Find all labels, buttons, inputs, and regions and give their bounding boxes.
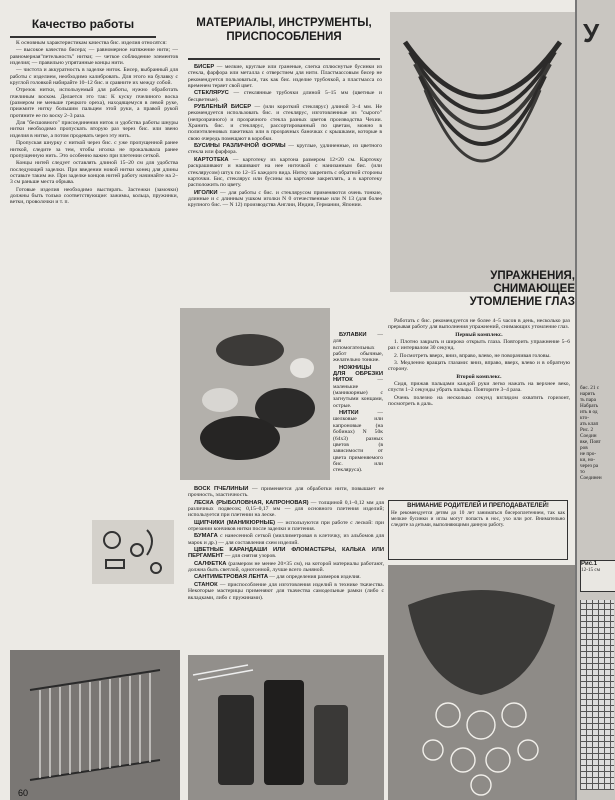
strip-fragment: ки, но- — [580, 457, 595, 463]
entry-text: — стеклянные трубочки длиной 5–15 мм (цветные и бесцветные). — [188, 90, 382, 103]
loom-illustration — [10, 650, 180, 800]
entry-term: СТАНОК — [194, 581, 218, 588]
quality-title: Качество работы — [31, 17, 135, 31]
strip-fragment: кто- — [580, 415, 589, 421]
strip-fragment: то — [580, 469, 585, 475]
left-paragraph: Отрезок нитки, используемый для работы, нужно обработать пчелиным воском. Делается это так: К куску пчелиного воска (размером не меньше грецкого ореха), находящемуся в левой руке, прижмите нитку большим пальцем этой руки, а правой рукой протяните ее по воску 2–3 раза. — [10, 87, 178, 119]
necklace-illustration — [390, 12, 575, 292]
right-column — [388, 318, 570, 498]
left-paragraph: К основным характеристикам качества бис. изделия относятся: — [16, 40, 167, 46]
notice-text: Не рекомендуется детям до 10 лет заниматься бисероплетением, так как мелкие бусинки и иглы могут попасть в нос, ухо или рот. Внимательно следите за детьми, выполняющими данную работу. — [391, 510, 565, 528]
entry-text: с нанесенной сеткой (миллиметровая в клеточку, из альбомов для марок и др.) — для составления схем изделий. — [188, 533, 384, 546]
entry — [188, 143, 382, 156]
entry-text: — круглые, удлиненные, из цветного стекла или фарфора. — [188, 143, 382, 156]
strip-fragment: через ра — [580, 463, 599, 469]
right-paragraph: 3. Медленно вращать глазами: вниз, вправо, вверх, влево и в обратную сторону. — [388, 360, 570, 373]
entry — [333, 410, 383, 473]
entry — [188, 486, 384, 499]
spools-photo — [188, 655, 384, 800]
entry-term: БУЛАВКИ — [339, 332, 367, 338]
strip-fragment: вке, Повт — [580, 439, 601, 445]
entry — [333, 365, 383, 409]
strip-fragment: бис. 21 с — [580, 385, 600, 391]
materials-title: МАТЕРИАЛЫ, ИНСТРУМЕНТЫ, ПРИСПОСОБЛЕНИЯ — [196, 17, 372, 43]
entry-term: РУБЛЕНЫЙ БИСЕР — [194, 104, 252, 111]
entry-text: — (или короткий стеклярус) длиной 3–4 мм. Не рекомендуется использовать бис. и стеклярус, изготовленные из "сырого" (непрозрачного) и прозрачного стекла разных цветов производства Чехии. Хранить бис. и стеклярус, рассортированный по цветам, можно в полиэтиленовых пакетиках или в прозрачных баночках с крышками, которые в свою очередь помещают в коробки. — [188, 104, 382, 142]
spools-illustration — [188, 655, 384, 800]
strip-fragment: ить в од — [580, 409, 598, 415]
entry — [188, 520, 384, 533]
right-paragraph: 2. Посмотреть вверх, вниз, вправо, влево, не поворачивая головы. — [394, 352, 551, 359]
entry-text: — для вспомогательных работ обычные, желательно тонкие. — [333, 332, 383, 364]
entry-term: БУСИНЫ РАЗЛИЧНОЙ ФОРМЫ — [194, 143, 286, 150]
beads-illustration — [180, 308, 330, 480]
entry — [188, 574, 384, 580]
left-paragraph: Готовые изделия необходимо выстирать. Застежки (замочки) должны быть только соответствующие: зажимы, кольца, пружинки, ветки, проволочки и т. п. — [10, 186, 178, 206]
beaded-collar-illustration — [388, 565, 575, 800]
entry — [188, 90, 382, 103]
entry — [188, 547, 384, 560]
clasps-photo — [92, 520, 174, 584]
entry-term: ИГОЛКИ — [194, 189, 218, 196]
clasps-illustration — [92, 520, 174, 584]
entry-text: — для работы с бис. и стеклярусом применяются очень тонкие, длинные и с длинным ушком иголки N 0 отечественные или N 13 (для более крупного бис. — N 12) производства Англии, Индии, Германии, Японии. — [188, 189, 382, 209]
necklace-photo — [390, 12, 575, 292]
left-paragraph: Пропуская шнурку с ниткой через бис. с уже пропущенной ранее ниткой, следите за тем, чтобы иголка не прокалывала ранее пропущенную нить. Это особенно важно при плетении сеткой. — [10, 140, 178, 159]
beaded-collar-photo — [388, 565, 575, 800]
beads-photo — [180, 308, 330, 480]
figure-scale: 12-15 см — [581, 567, 600, 573]
notice-title: ВНИМАНИЕ РОДИТЕЛЕЙ И ПРЕПОДАВАТЕЛЕЙ! — [407, 503, 549, 509]
entry-text: — приспособление для изготовления изделий в технике ткачества. Некоторые мастерицы применяют для ткачества самодельные рамки (либо с вкладками, либо с пружинами). — [188, 581, 384, 601]
entry-term: САЛФЕТКА — [194, 560, 227, 567]
entry — [188, 157, 382, 189]
entry-text: — применяется для обработки нити, повышает ее прочность, эластичность. — [188, 486, 384, 499]
entry — [188, 582, 384, 601]
strip-fragment: нарить — [580, 391, 596, 397]
entry — [188, 561, 384, 574]
entry-text: — для определения размеров изделия. — [269, 574, 361, 581]
entry — [188, 104, 382, 142]
pattern-grid — [580, 600, 614, 790]
entry — [188, 64, 382, 89]
entry-term: КАРТОТЕКА — [194, 156, 229, 163]
materials-header — [188, 12, 380, 60]
entry — [188, 533, 384, 546]
middle-column-right-of-photo — [333, 332, 383, 482]
strip-fragment: Соедин — [580, 433, 597, 439]
entry-text: — толщиной 0,1–0,12 мм для различных подвесок; 0,15–0,17 мм — для основного плетения изделий; используется при плетении на леске. — [188, 499, 384, 519]
entry-term: НИТКИ — [339, 410, 359, 417]
next-page-strip — [575, 0, 615, 800]
entry-text: — мелкие, круглые или граненые, слегка сплюснутые бусинки из стекла, фарфора или металла с отверстием для нити. Пластмассовым бисер не рекомендуется пользоваться, так как бис. изделие трубочкой, а пластмасса со временем теряет свой цвет. — [188, 64, 382, 90]
right-paragraph: Первый комплекс. — [455, 331, 503, 338]
middle-column-top — [188, 64, 382, 332]
strip-fragment: ров — [580, 445, 588, 451]
entry-term: БИСЕР — [194, 64, 215, 70]
entry-text: — шелковые или капроновые (на бобинах) N 50к (64х3) разных цветов (в зависимости от цвета применяемого бис. или стекляруса). — [333, 410, 383, 474]
left-paragraph: — высокое качество бисера; — равномерное натяжение нити; — равномерная"петельность" нитки; — четкое соблюдение элементов изделия; — правильно упрятанные концы нити. — [10, 47, 178, 67]
entry-text: — маленькие (маникюрные) с загнутыми концами, острые. — [333, 377, 383, 409]
right-paragraph: Работать с бис. рекомендуется не более 4–5 часов в день, несколько раз прерывая работу для выполнения упражнений, снимающих утомление глаз. — [388, 318, 570, 331]
entry-term: ЩИПЧИКИ (МАНИКЮРНЫЕ) — [194, 519, 276, 526]
strip-letter: У — [583, 18, 600, 48]
quality-header — [10, 12, 156, 38]
entry-term: ЛЕСКА (РЫБОЛОВНАЯ, КАПРОНОВАЯ) — [194, 499, 309, 506]
entry-term: СТЕКЛЯРУС — [194, 90, 229, 97]
entry-text: — используются при работе с леской: при отрезании кончиков нитки после заделки и плетения. — [188, 519, 384, 533]
strip-fragment: ать клап — [580, 421, 599, 427]
middle-column-bottom — [188, 486, 384, 652]
entry — [188, 190, 382, 209]
strip-fragment: Рис. 2 — [580, 427, 594, 433]
strip-fragment: не про- — [580, 451, 597, 457]
entry-term: САНТИМЕТРОВАЯ ЛЕНТА — [194, 574, 269, 581]
right-paragraph: Второй комплекс. — [456, 373, 502, 380]
right-paragraph: Сидя, прижав пальцами каждой руки легко нажать на верхнее веко, спустя 1–2 секунды убрать пальцы. Повторите 3–4 раза. — [388, 381, 570, 394]
entry-text: (размером не менее 20×35 см), на которой материалы работают, должна быть светлой, однотонной, лучше всего льняной. — [188, 560, 384, 574]
strip-fragment: Соединен — [580, 475, 602, 481]
eye-exercise-header — [420, 270, 575, 314]
strip-text — [580, 385, 614, 481]
left-paragraph: Концы нитей следует оставлять длиной 15–20 см для удобства последующей заделки. При введении новой нитки конец для длины оставьте таким же. При заделке концов нитей работу начинайте на 2–3 см раньше места обрыва. — [10, 160, 178, 186]
figure-label: Рис.1 — [581, 561, 598, 567]
right-paragraph: Очень полезно на несколько секунд взглядом охватить горизонт, посмотреть в даль. — [388, 394, 570, 408]
figure-1-box — [580, 560, 615, 592]
entry-term: НОЖНИЦЫ ДЛЯ ОБРЕЗКИ НИТОК — [333, 364, 383, 384]
left-paragraph: Для "бесшовного" присоединения ниток и удобства работы шнуры нитки необходимо пропускать вторую раз через бис. или звено изделия в нитке, а потом продевать через эту нить. — [10, 120, 178, 139]
entry-term: ЦВЕТНЫЕ КАРАНДАШИ ИЛИ ФЛОМАСТЕРЫ, КАЛЬКА ИЛИ ПЕРГАМЕНТ — [188, 547, 384, 560]
page-number: 60 — [18, 788, 29, 798]
strip-fragment: ть пара — [580, 397, 596, 403]
entry-term: БУМАГА — [194, 533, 218, 540]
right-paragraph: 1. Плотно закрыть и широко открыть глаза. Повторить упражнение 5–6 раз с интервалом 30 секунд. — [388, 339, 570, 352]
entry — [188, 500, 384, 519]
entry-term: ВОСК ПЧЕЛИНЫЙ — [194, 486, 249, 492]
entry-text: — для снятия узоров. — [224, 553, 277, 560]
entry — [333, 332, 383, 364]
eye-exercise-title: УПРАЖНЕНИЯ, СНИМАЮЩЕЕ УТОМЛЕНИЕ ГЛАЗ — [469, 270, 575, 308]
left-paragraph: — чистота и аккуратность в заделке ниток. Бисер, выбранный для работы с изделием, необходимо калибровать. Для этого на булавку с круглой головкой набирайте 10–12 бис. и сравните их между собой. — [10, 67, 178, 87]
entry-text: — картотеку из картона размером 12×20 см. Карточку раскрашивают и нашивают на нее ниточкой с нанизанным бис. (или стеклярусом) штук по 12–15 каждого вида. Нитку закрепить с обратной стороны карточки. Бис, стеклярус или бусины на карточке закреплять, а в картотеку расположить по цвету. — [188, 156, 382, 189]
parents-notice — [388, 500, 568, 560]
loom-photo — [10, 650, 180, 800]
strip-fragment: Набрать — [580, 403, 599, 409]
